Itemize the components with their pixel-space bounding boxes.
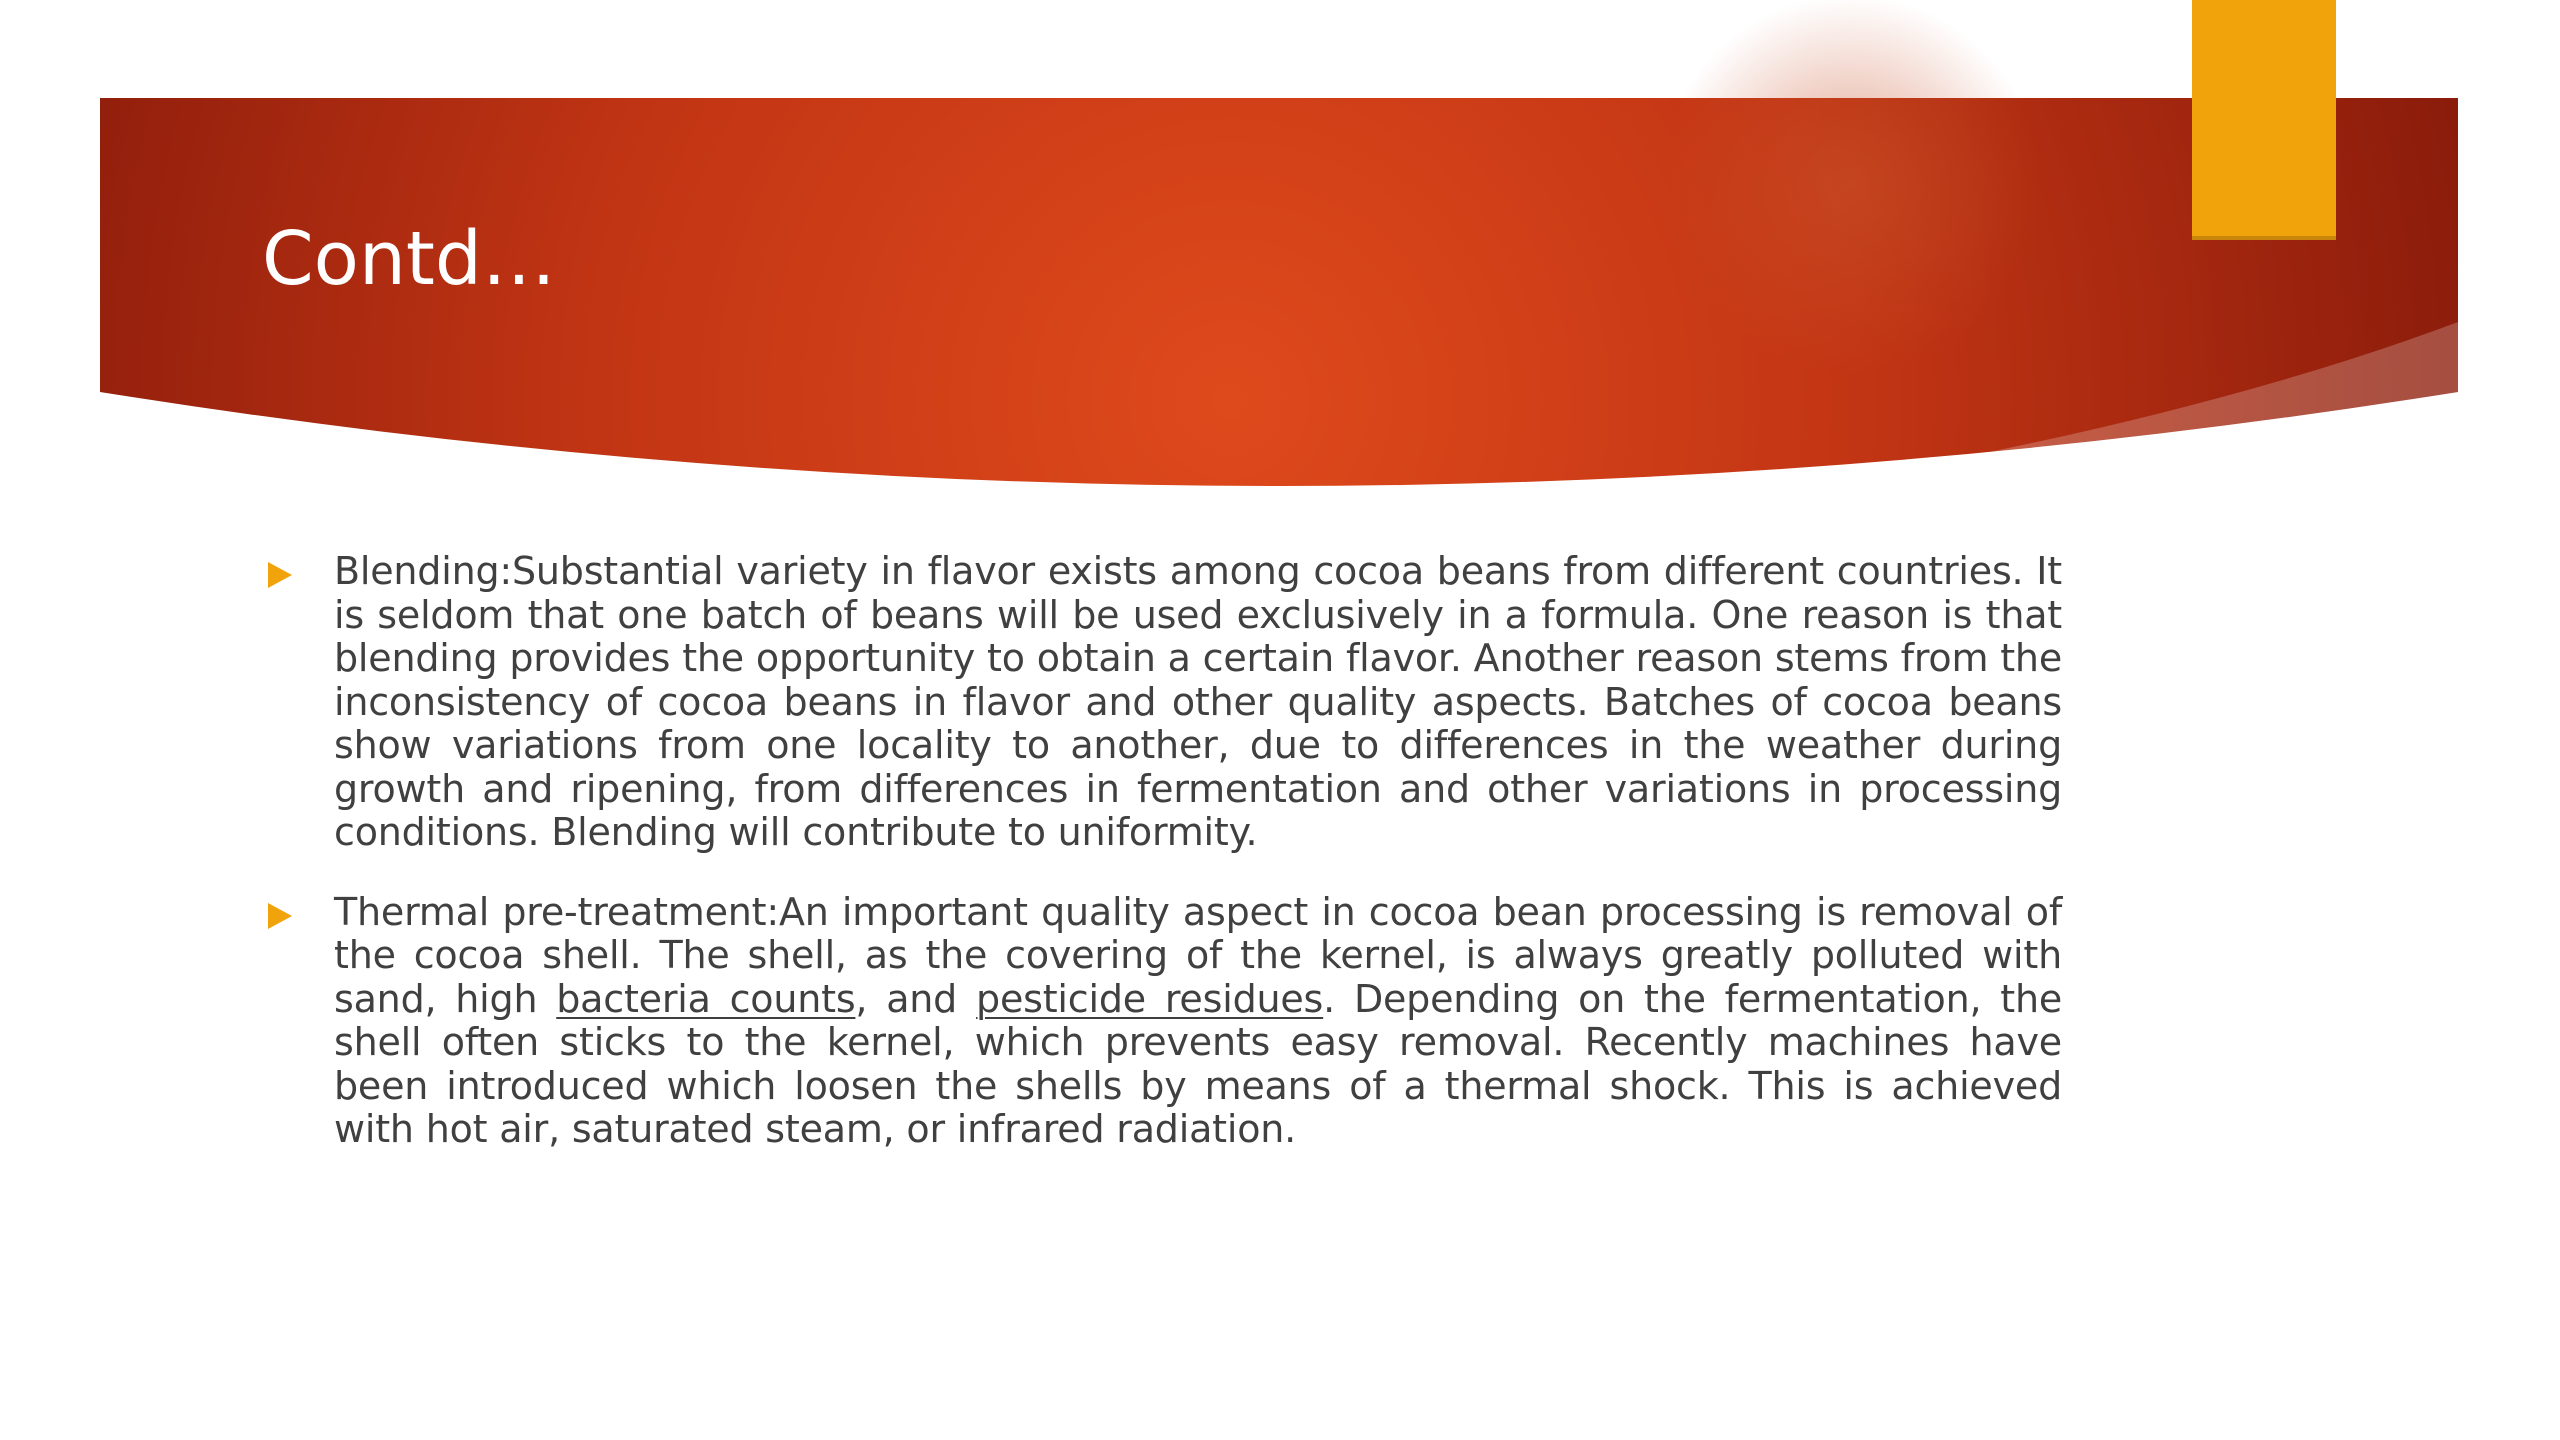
bullet-blending-text: Blending:Substantial variety in flavor exists among cocoa beans from different countries. It is seldom that one batch of beans will be used exclusively in a formula. One reason is that blending provides the opportunity to obtain a certain flavor. Another reason stems from the inconsistency of cocoa beans in flavor and other quality aspects. Batches of cocoa beans show variations from one locality to another, due to differences in the weather during growth and ripening, from differences in fermentation and other variations in processing conditions. Blending will contribute to uniformity. <box>334 549 2062 854</box>
bullet-thermal-text-middle: , and <box>855 976 977 1021</box>
bullet-thermal-text-after: . Depending on the fermentation, the shell often sticks to the kernel, which prevents easy removal. Recently machines have been introduced which loosen the shells by means of a thermal shock. This is achieved with hot air, saturated steam, or infrared radiation. <box>334 976 2063 1151</box>
bullet-thermal-text-before: Thermal pre-treatment:An important quality aspect in cocoa bean processing is removal of the cocoa shell. The shell, as the covering of the kernel, is always greatly polluted with sand, high <box>334 889 2062 1021</box>
slide-content <box>262 550 2062 1188</box>
bullet-thermal-pretreatment <box>262 891 2062 1152</box>
slide-title: Contd… <box>262 216 556 302</box>
accent-tab <box>2192 0 2336 240</box>
triangle-right-icon <box>268 562 292 588</box>
bullet-blending <box>262 550 2062 855</box>
pesticide-residues-link[interactable]: pesticide residues <box>976 976 1324 1021</box>
triangle-right-icon <box>268 903 292 929</box>
bacteria-counts-link[interactable]: bacteria counts <box>556 976 856 1021</box>
